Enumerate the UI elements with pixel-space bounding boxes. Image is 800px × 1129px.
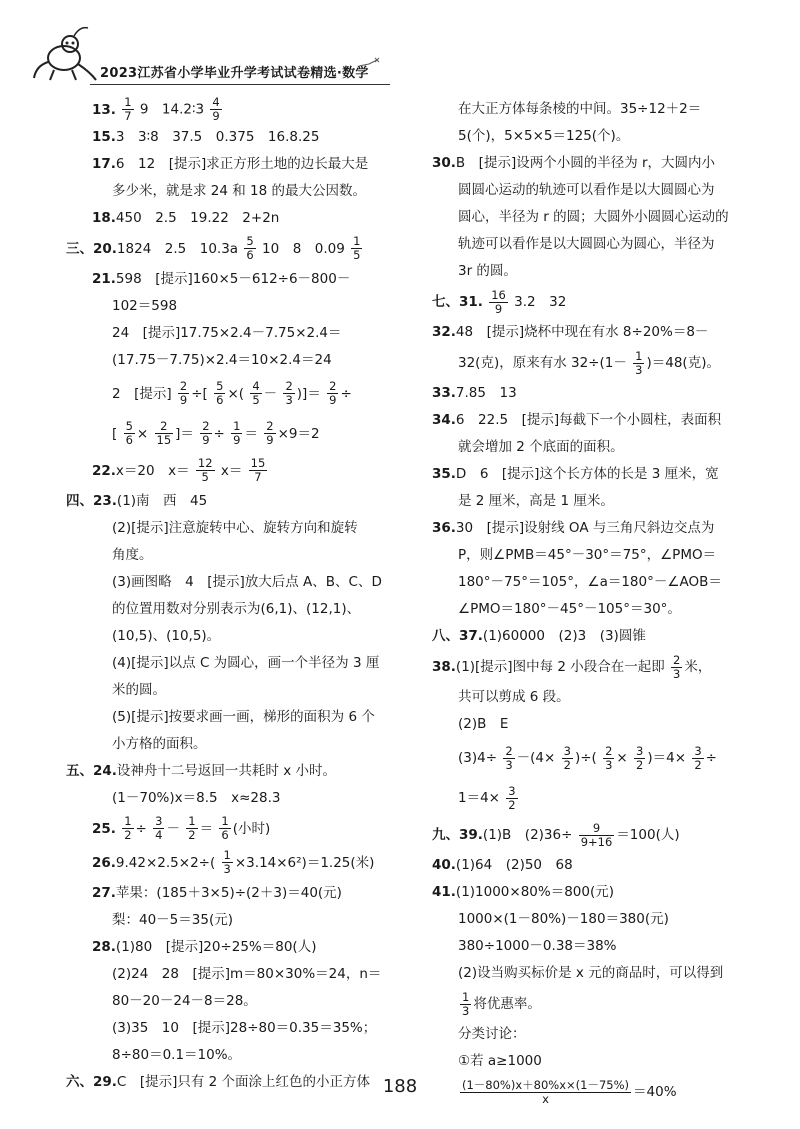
fraction: $\frac{1}{3}$ (223, 848, 231, 876)
answer-line: 26.9.42×2.5×2÷( $\frac{1}{3}$ ×3.14×6²)＝1.25(米) (92, 848, 375, 876)
fraction: $\frac{3}{4}$ (155, 814, 163, 842)
answer-line: 34.6 22.5 [提示]每截下一个小圆柱，表面积 (432, 412, 722, 428)
answer-line: 24 [提示]17.75×2.4－7.75×2.4＝ (112, 324, 342, 341)
answer-line: 是 2 厘米，高是 1 厘米。 (458, 493, 614, 509)
answer-line: 轨迹可以看作是以大圆圆心为圆心，半径为 (458, 236, 715, 252)
answer-line: 三、20.1824 2.5 10.3a $\frac{5}{6}$ 10 8 0.09 $\frac{1}{5}$ (66, 234, 361, 262)
answer-line: 圆心，半径为 r 的圆；大圆外小圆圆心运动的 (458, 209, 729, 225)
fraction: $\frac{1}{7}$ (124, 95, 132, 123)
answer-line: ∠PMO＝180°－45°－105°＝30°。 (458, 601, 681, 617)
answer-line: 28.(1)80 [提示]20÷25%＝80(人) (92, 938, 317, 955)
answer-line: 共可以剪成 6 段。 (458, 689, 570, 705)
answer-line: $\frac{(1-80\%)x+80\%x\times(1-75\%)}{x}$ ＝40% (462, 1077, 677, 1106)
answer-line: 35.D 6 [提示]这个长方体的长是 3 厘米，宽 (432, 466, 719, 482)
answer-line: 80－20－24－8＝28。 (112, 992, 257, 1009)
answer-line: (3)画图略 4 [提示]放大后点 A、B、C、D (112, 573, 382, 590)
fraction: $\frac{3}{2}$ (563, 743, 571, 772)
fraction: $\frac{1}{2}$ (188, 814, 196, 842)
answer-line: 2 [提示] $\frac{2}{9}$ ÷[ $\frac{5}{6}$ ×( $\frac{4}{5}$ － $\frac{2}{3}$ )]＝ $\frac{2}{9}$ ÷ (112, 379, 352, 407)
answer-line: (10,5)、(10,5)。 (112, 627, 221, 644)
answer-line: ①若 a≥1000 (458, 1053, 542, 1069)
answer-line: 8÷80＝0.1＝10%。 (112, 1046, 242, 1063)
turtle-mascot-logo (30, 18, 102, 88)
fraction: $\frac{15}{7}$ (250, 456, 266, 484)
answer-line: 的位置用数对分别表示为(6,1)、(12,1)、 (112, 600, 361, 617)
fraction: $\frac{2}{3}$ (285, 379, 293, 407)
answer-line: 30.B [提示]设两个小圆的半径为 r，大圆内小 (432, 155, 716, 171)
fraction: $\frac{3}{2}$ (508, 783, 516, 812)
answer-line: 25. $\frac{1}{2}$ ÷ $\frac{3}{4}$ － $\frac{1}{2}$ ＝ $\frac{1}{6}$ (小时) (92, 814, 271, 842)
page-number: 188 (382, 1076, 418, 1097)
answer-line: 圆圆心运动的轨迹可以看作是以大圆圆心为 (458, 182, 715, 198)
fraction: $\frac{2}{3}$ (673, 652, 681, 681)
fraction: $\frac{2}{9}$ (179, 379, 188, 407)
fraction: $\frac{1}{3}$ (635, 348, 643, 377)
answer-line: 梨：40－5＝35(元) (112, 911, 233, 928)
answer-line: 15.3 3∶8 37.5 0.375 16.8.25 (92, 128, 320, 145)
right-column (432, 96, 762, 1109)
answer-line: 36.30 [提示]设射线 OA 与三角尺斜边交点为 (432, 520, 715, 536)
answer-line: P，则∠PMB＝45°－30°＝75°，∠PMO＝ (458, 547, 717, 563)
fraction: $\frac{4}{5}$ (252, 379, 260, 407)
fraction: $\frac{1}{5}$ (353, 234, 361, 262)
answer-line: 1＝4× $\frac{3}{2}$ (458, 783, 516, 812)
answer-line: 米的圆。 (112, 681, 166, 698)
answer-line: (3)35 10 [提示]28÷80＝0.35＝35%； (112, 1019, 377, 1036)
answer-line: (2)设当购买标价是 x 元的商品时，可以得到 (458, 965, 724, 981)
fraction: $\frac{2}{9}$ (266, 419, 274, 447)
answer-line: (17.75－7.75)×2.4＝10×2.4＝24 (112, 351, 332, 368)
answer-line: $\frac{1}{3}$ 将优惠率。 (462, 989, 541, 1018)
fraction: $\frac{5}{6}$ (246, 234, 254, 262)
fraction: $\frac{5}{6}$ (216, 379, 224, 407)
answer-line: 五、24.设神舟十二号返回一共耗时 x 小时。 (66, 762, 336, 779)
fraction: $\frac{4}{9}$ (212, 95, 220, 123)
fraction: $\frac{2}{3}$ (505, 743, 513, 772)
answer-line: 七、31. $\frac{16}{9}$ 3.2 32 (432, 287, 567, 316)
answer-line: (3)4÷ $\frac{2}{3}$ －(4× $\frac{3}{2}$ )÷( $\frac{2}{3}$ × $\frac{3}{2}$ )＝4× $\frac{3}{2}$ ÷ (458, 743, 717, 772)
fraction: $\frac{2}{15}$ (156, 419, 172, 447)
answer-line: 22.x＝20 x＝ $\frac{12}{5}$ x＝ $\frac{15}{7}$ (92, 456, 266, 484)
answer-line: 在大正方体每条棱的中间。35÷12＋2＝ (458, 101, 702, 117)
answer-line: 27.苹果：(185＋3×5)÷(2＋3)＝40(元) (92, 884, 342, 901)
answer-line: 33.7.85 13 (432, 385, 517, 401)
answer-line: 八、37.(1)60000 (2)3 (3)圆锥 (432, 628, 646, 644)
fraction: $\frac{3}{2}$ (694, 743, 702, 772)
answer-line: 17.6 12 [提示]求正方形土地的边长最大是 (92, 155, 369, 172)
answer-line: 九、39.(1)B (2)36÷ $\frac{9}{9+16}$ ＝100(人) (432, 820, 680, 849)
answer-line: (4)[提示]以点 C 为圆心，画一个半径为 3 厘 (112, 654, 380, 671)
page-header (30, 18, 430, 88)
fraction: $\frac{9}{9+16}$ (580, 820, 613, 849)
fraction: $\frac{1}{9}$ (233, 419, 241, 447)
answer-line: 1000×(1－80%)－180＝380(元) (458, 911, 669, 927)
answer-line: [ $\frac{5}{6}$ × $\frac{2}{15}$ ]＝ $\frac{2}{9}$ ÷ $\frac{1}{9}$ ＝ $\frac{2}{9}$ ×9＝2 (112, 419, 320, 447)
answer-line: 41.(1)1000×80%＝800(元) (432, 884, 615, 900)
answer-line: (2)B E (458, 716, 509, 732)
answer-line: (2)24 28 [提示]m＝80×30%＝24，n＝ (112, 965, 382, 982)
answer-line: 32.48 [提示]烧杯中现在有水 8÷20%＝8－ (432, 324, 709, 340)
answer-line: 5(个)，5×5×5＝125(个)。 (458, 128, 630, 144)
answer-line: 102＝598 (112, 297, 178, 314)
answer-line: 3r 的圆。 (458, 263, 517, 279)
fraction: $\frac{16}{9}$ (491, 287, 506, 316)
fraction: $\frac{1}{6}$ (221, 814, 229, 842)
answer-line: 18.450 2.5 19.22 2+2n (92, 209, 280, 226)
answer-line: (2)[提示]注意旋转中心、旋转方向和旋转 (112, 519, 358, 536)
answer-line: 六、29.C [提示]只有 2 个面涂上红色的小正方体 (66, 1073, 371, 1090)
answer-line: (5)[提示]按要求画一画，梯形的面积为 6 个 (112, 708, 375, 725)
answer-line: 就会增加 2 个底面的面积。 (458, 439, 624, 455)
answer-line: (1－70%)x＝8.5 x≈28.3 (112, 789, 281, 806)
header-rule (90, 84, 390, 85)
answer-line: 21.598 [提示]160×5－612÷6－800－ (92, 270, 351, 287)
answer-line: 13. $\frac{1}{7}$ 9 14.2∶3 $\frac{4}{9}$ (92, 95, 220, 123)
header-title: 2023江苏省小学毕业升学考试试卷精选·数学 (100, 66, 369, 81)
answer-line: 多少米，就是求 24 和 18 的最大公因数。 (112, 182, 367, 199)
answer-line: 角度。 (112, 546, 153, 563)
answer-line: 四、23.(1)南 西 45 (66, 492, 208, 509)
fraction: $\frac{5}{6}$ (125, 419, 133, 447)
fraction: $\frac{(1-80\%)x+80\%x\times(1-75\%)}{x}$ (462, 1077, 630, 1106)
answer-line: 小方格的面积。 (112, 735, 207, 752)
fraction: $\frac{2}{9}$ (202, 419, 210, 447)
answer-line: 38.(1)[提示]图中每 2 小段合在一起即 $\frac{2}{3}$ 米， (432, 652, 712, 681)
answer-line: 分类讨论： (458, 1026, 526, 1042)
answer-line: 180°－75°＝105°，∠a＝180°－∠AOB＝ (458, 574, 722, 590)
fraction: $\frac{1}{2}$ (124, 814, 132, 842)
answer-line: 380÷1000－0.38＝38% (458, 938, 617, 954)
fraction: $\frac{12}{5}$ (197, 456, 213, 484)
left-column (66, 96, 406, 1096)
fraction: $\frac{1}{3}$ (462, 989, 470, 1018)
fraction: $\frac{2}{9}$ (329, 379, 337, 407)
sparkle-decoration-icon (355, 54, 387, 74)
answer-line: 32(克)，原来有水 32÷(1－ $\frac{1}{3}$ )＝48(克)。 (458, 348, 720, 377)
fraction: $\frac{2}{3}$ (605, 743, 613, 772)
fraction: $\frac{3}{2}$ (636, 743, 644, 772)
answer-line: 40.(1)64 (2)50 68 (432, 857, 573, 873)
